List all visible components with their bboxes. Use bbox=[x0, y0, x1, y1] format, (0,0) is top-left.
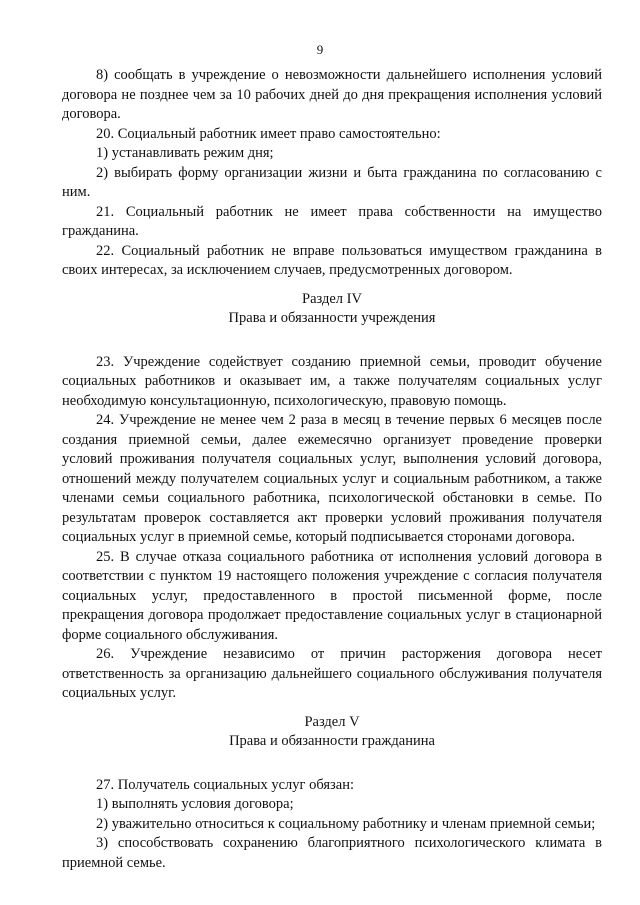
paragraph-24: 24. Учреждение не менее чем 2 раза в месяц в течение первых 6 месяцев после создания приемной семьи, далее ежемесячно организует проведение проверки условий проживания получателя социальных услуг, выполнения условий договора, отношений между получателем социальных услуг и социальным работником, а также членами семьи социального работника, психологической обстановки в семье. По результатам проверок составляется акт проверки условий проживания получателя социальных услуг в приемной семье, который подписывается сторонами договора. bbox=[62, 412, 602, 545]
spacer bbox=[62, 281, 602, 290]
spacer bbox=[62, 329, 602, 353]
document-body bbox=[62, 66, 602, 873]
paragraph-27-item-2: 2) уважительно относиться к социальному работнику и членам приемной семьи; bbox=[96, 815, 596, 832]
paragraph-27-item-1: 1) выполнять условия договора; bbox=[96, 796, 294, 812]
paragraph-8: 8) сообщать в учреждение о невозможности дальнейшего исполнения условий договора не позднее чем за 10 рабочих дней до дня прекращения исполнения условий договора. bbox=[62, 67, 602, 122]
paragraph-27-item-3: 3) способствовать сохранению благоприятного психологического климата в приемной семье. bbox=[62, 835, 602, 871]
paragraph-22: 22. Социальный работник не вправе пользоваться имуществом гражданина в своих интересах, за исключением случаев, предусмотренных договором. bbox=[62, 242, 602, 278]
paragraph-27: 27. Получатель социальных услуг обязан: bbox=[96, 776, 354, 793]
spacer bbox=[62, 704, 602, 713]
paragraph-20: 20. Социальный работник имеет право самостоятельно: bbox=[96, 125, 441, 142]
paragraph-21: 21. Социальный работник не имеет права собственности на имущество гражданина. bbox=[62, 203, 602, 239]
section-v-title: Права и обязанности гражданина bbox=[229, 733, 435, 749]
section-iv-title: Права и обязанности учреждения bbox=[228, 310, 436, 326]
section-iv-number: Раздел IV bbox=[302, 290, 362, 307]
spacer bbox=[62, 752, 602, 776]
page-number: 9 bbox=[316, 42, 324, 57]
paragraph-20-item-2: 2) выбирать форму организации жизни и быта гражданина по согласованию с ним. bbox=[62, 164, 602, 200]
paragraph-26: 26. Учреждение независимо от причин расторжения договора несет ответственность за организацию дальнейшего социального обслуживания получателя социальных услуг. bbox=[62, 646, 602, 701]
section-v-number: Раздел V bbox=[304, 713, 360, 730]
paragraph-20-item-1: 1) устанавливать режим дня; bbox=[96, 145, 274, 161]
paragraph-25: 25. В случае отказа социального работника от исполнения условий договора в соответствии с пунктом 19 настоящего положения учреждение с согласия получателя социальных услуг, предоставленного в простой письменной форме, после прекращения договора продолжает предоставление социальных услуг в стационарной форме социального обслуживания. bbox=[62, 548, 602, 643]
paragraph-23: 23. Учреждение содействует созданию приемной семьи, проводит обучение социальных работников и оказывает им, а также получателям социальных услуг необходимую консультационную, психологическую, правовую помощь. bbox=[62, 353, 602, 409]
